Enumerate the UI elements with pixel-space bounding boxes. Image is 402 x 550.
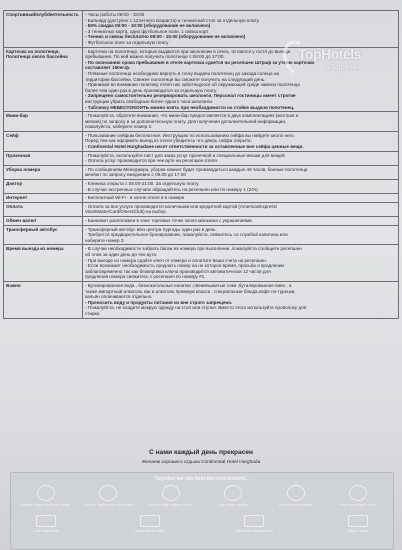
rule-row <box>4 165 399 179</box>
rule-row <box>4 281 399 318</box>
rule-line: - В случае экстренных случаях обращайтесь на ресепшен или по номеру 1 (24ч). <box>85 186 259 192</box>
eco-icon <box>140 515 160 527</box>
rule-line: - В случае необходимости забрать багаж из номера при выселении ,пожалуйста сообщите ресепшен <box>85 246 302 252</box>
rule-details <box>83 225 399 245</box>
rule-line: - Требуется предварительное бронирование, пожалуйста, свяжитесь со службой капитана или <box>85 232 288 238</box>
rule-line: стирки. <box>85 310 101 316</box>
eco-caption: Turn off lights when you leave <box>83 503 134 507</box>
rule-line: - Клиника открыта с 09.00-21:00. За отдельную плату. <box>85 181 200 187</box>
rule-line: инструкции убрать свободные более одного часа шезлонги. <box>85 98 214 104</box>
eco-caption: Close the balcony door <box>234 529 274 533</box>
rule-line: Visa/MasterCard/DinersClub) на выбор. <box>85 209 168 215</box>
rule-line: меняют по запросу ежедневно с 09.00 до 17.00 <box>85 172 186 178</box>
rule-row <box>4 194 399 203</box>
rule-line: - Пляжные полотенца необходимо вернуть в точку выдачи полотенец до захода солнца на <box>85 70 279 76</box>
eco-caption: Use wastebins <box>33 529 59 533</box>
rule-line: пребывания. По ней можно получить полотенце с 08:00 до 17:00. <box>85 54 225 60</box>
eco-item <box>81 485 135 508</box>
eco-item <box>19 515 73 534</box>
rule-line: мягкая) по запросу и за дополнительную плату. Для получения дополнительной информации, <box>85 118 287 124</box>
rule-line: - Табличку НЕБЕСПОКОИТЬ можно взять при необходимости на стойке выдачи полотенец. <box>85 104 295 110</box>
rule-line: - Пожалуйста, обратите внимание, что мини-бар предоставляется в двух комплектациях (жесткая и <box>85 113 299 119</box>
rule-line: - Пожалуйста, используйте лист для заказ услуг прачечной и специальные мешки для вещей. <box>85 152 286 158</box>
rule-line: кальян оплачивается отдельно. <box>85 294 153 300</box>
rule-line: продления номера свяжитесь с ресепшен по номеру #1. <box>85 274 206 280</box>
eco-icon <box>36 515 56 527</box>
eco-row-top <box>19 485 385 508</box>
rule-details <box>83 165 399 179</box>
eco-icon <box>99 485 117 501</box>
rule-row <box>4 202 399 216</box>
eco-caption: Avoid plastic bags <box>134 529 166 533</box>
watermark-sub: ru TopHotels <box>324 65 362 71</box>
eco-icon <box>244 515 264 527</box>
rule-details <box>83 11 399 48</box>
rule-line: - Пользование сейфом бесплатное. Инструкцию по использованию сейфа вы найдете около него. <box>85 132 296 138</box>
rule-details <box>83 217 399 226</box>
rule-category: Карточка на полотенце, Полотенца около бассейна <box>4 47 83 112</box>
rule-line: - Проносить воду и продукты питания из вне строго запрещено. <box>85 299 233 305</box>
eco-banner <box>10 472 394 550</box>
rule-line: территории бассейна. Свежее полотенце вы сможете получить на следующий день. <box>85 76 266 82</box>
eco-caption: Reuse towels and save water <box>21 503 71 507</box>
eco-item <box>331 515 385 534</box>
rule-line: составляет 150ег.ф. <box>85 65 131 71</box>
rule-row <box>4 131 399 151</box>
footer-wish: Желаем хорошего отдыха Continental Hotel Hurghada <box>141 460 261 465</box>
rule-details <box>83 131 399 151</box>
eco-icon <box>37 485 55 501</box>
eco-caption: Save energy, switch off A/C <box>147 503 194 507</box>
rule-row <box>4 225 399 245</box>
rule-category: Мини-бар <box>4 112 83 132</box>
rule-line: - Бильярд (доступен с 12летнего возраста) и теннисный стол за отдельную плату <box>85 17 259 23</box>
rule-row <box>4 180 399 194</box>
rule-line: - Принимая во внимание политику отеля нас заботящуюся об окружающей среде замена полотенца <box>85 82 300 88</box>
rule-line: - Трансферный автобус в/из центра Хургады один раз в день. <box>85 226 217 232</box>
rule-line: - Оплата услуг производится при чек-ауте на ресепшен отеля. <box>85 158 219 164</box>
rule-details <box>83 245 399 282</box>
rule-line: также импортный алкоголь как и алкоголь премиум класса , специальные блюда,кофе по-турецки, <box>85 288 296 294</box>
eco-caption: Recycle your waste <box>279 503 313 507</box>
rule-line: - Если возникает необходимость продлить номер на не которое время, просьба о продлении <box>85 263 284 269</box>
rule-line: - Запрещено самостоятельно резервировать шезлонги. Персонал гостиницы имеет строгие <box>85 93 296 99</box>
eco-item <box>331 485 385 508</box>
rule-category: Оплата <box>4 202 83 216</box>
rule-row <box>4 11 399 48</box>
eco-item <box>19 485 73 508</box>
rule-line: - Continental Hotel Hurghadaне несет ответственности за оставленные вне сейфа ценные вещи. <box>85 144 304 150</box>
rule-line: - 3 теннисных корта, одно футбольное поле, 1 сквош корт <box>85 28 209 34</box>
eco-item <box>123 515 177 534</box>
rule-details <box>83 180 399 194</box>
tophotels-watermark <box>298 46 396 86</box>
eco-title: Together we can help the environment... <box>154 476 250 482</box>
rule-line: - Теннис и сквош бесплатно 09:00 - 15:00 (оборудование не включено) <box>85 34 246 40</box>
rule-line: более чем один раз в день производится за отдельную плату. <box>85 87 218 93</box>
rule-line: - Оплата за все услуги производится наличными или кредитной картой (AmericanExpress/ <box>85 203 278 209</box>
rule-line: - Часы работы 09:00 - 18:00 <box>85 12 145 17</box>
rule-details <box>83 202 399 216</box>
rule-category: Важно <box>4 281 83 318</box>
rule-line: - Футбольное поле за отдельную плату <box>85 39 169 45</box>
eco-item <box>206 485 260 508</box>
rule-details <box>83 151 399 165</box>
rule-category: Доктор <box>4 180 83 194</box>
rule-line: - По сообщениям Менеджера, уборка комнат будет производиться каждые 48 часов, банные полотенца <box>85 166 308 172</box>
rule-line: заблаговременно так как блокировка ключа производится автоматически 12 часов для <box>85 268 271 274</box>
eco-icon <box>287 485 305 501</box>
rule-category: Трансферный автобус <box>4 225 83 245</box>
eco-icon <box>349 485 367 501</box>
rule-line: - Пожалуйста, не кладите мокрую одежду на стол или стулья. Вместо этого используйте проволоку для <box>85 305 307 311</box>
rule-line: - Бутилированная вода , безалкогольные напитки ,свежевыжатые соки ,бутилированное пиво , а <box>85 282 292 288</box>
rule-line: - Карточки на полотенце, которые выдаются при заселении в отель, остаются у гостя до выезда <box>85 48 291 54</box>
eco-item <box>227 515 281 534</box>
eco-icon <box>348 515 368 527</box>
rule-category: Сейф <box>4 131 83 151</box>
rule-line: - Банкомат расположен в зоне торговых точек около магазина с украшениями. <box>85 218 253 223</box>
eco-caption: Keep our beach clean <box>339 503 377 507</box>
rule-category: Уборка номера <box>4 165 83 179</box>
eco-icon <box>162 485 180 501</box>
footer-slogan: С нами каждый день прекрасен <box>148 449 254 456</box>
rule-line: пожалуйста, наберите номер 2. <box>85 124 153 130</box>
rule-category: Время выезда из номера <box>4 245 83 282</box>
rule-line: - Бесплатный Wi-Fi - в холле отеля и в номере <box>85 195 185 201</box>
eco-item <box>144 485 198 508</box>
rule-details <box>83 194 399 203</box>
rule-line: наберите номер 3. <box>85 237 125 243</box>
eco-caption: Use water wisely <box>218 503 248 507</box>
rule-details <box>83 112 399 132</box>
rule-line: - По окончанию срока пребывания в отеле карточка сдается на ресепшен Штраф за утерю карточки <box>85 59 315 65</box>
watermark-brand: TopHotels <box>298 46 361 62</box>
rule-category: Интернет <box>4 194 83 203</box>
rule-category: Прачечная <box>4 151 83 165</box>
rule-row <box>4 217 399 226</box>
rule-line: об этом за один день до чек-аута. <box>85 251 158 257</box>
rule-category: Обмен валют <box>4 217 83 226</box>
rule-row <box>4 112 399 132</box>
rule-category: Спортивный/клубdеятельность <box>4 11 83 48</box>
eco-icon <box>224 485 242 501</box>
eco-item <box>269 485 323 508</box>
eco-caption: Report leaks <box>347 529 369 533</box>
rule-line: Перед тем как оформить выезд из отеля убедитесь что дверь сейфа открыта. <box>85 138 252 144</box>
eco-row-bottom <box>19 515 385 534</box>
rule-line: - При выезде из номера сдайте ключ от номера и оплатите ваши счета на ресепшен. <box>85 257 267 263</box>
rule-line: - 50% скидка 09:00 - 10:00 (оборудование не включено) <box>85 23 211 29</box>
rule-row <box>4 151 399 165</box>
rule-details <box>83 281 399 318</box>
rule-row <box>4 245 399 282</box>
